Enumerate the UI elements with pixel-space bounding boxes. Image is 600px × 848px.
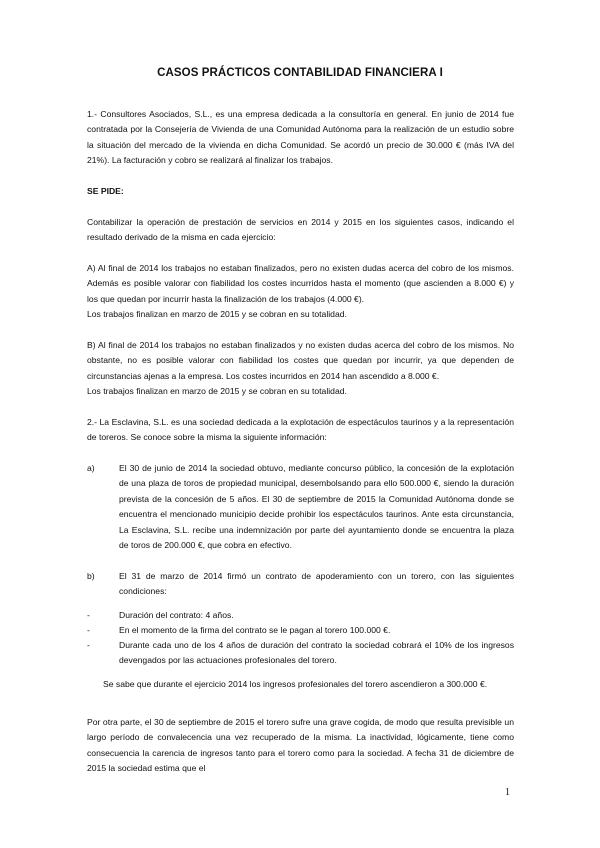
exercise-2-statement: 2.- La Esclavina, S.L. es una sociedad dedicada a la explotación de espectáculos taurinos y a la representación de toreros. Se conoce sobre la misma la siguiente información: [87,417,514,443]
exercise-1-instruction: Contabilizar la operación de prestación de servicios en 2014 y 2015 en los siguientes casos, indicando el resultado derivado de la misma en cada ejercicio: [87,217,514,243]
condition-text: En el momento de la firma del contrato se le pagan al torero 100.000 €. [119,625,391,635]
injury-paragraph: Por otra parte, el 30 de septiembre de 2015 el torero sufre una grave cogida, de modo que resulta previsible un largo período de convalecencia una vez recuperado de la misma. La inactividad, lógicamente, tiene como consecuencia la carencia de ingresos tanto para el torero como para la sociedad. A fecha 31 de diciembre de 2015 la sociedad estima que el [87,717,514,774]
case-a-end: Los trabajos finalizan en marzo de 2015 y se cobran en su totalidad. [87,309,347,320]
case-b-end: Los trabajos finalizan en marzo de 2015 y se cobran en su totalidad. [87,386,347,397]
dash-marker: - [87,640,90,650]
case-a: A) Al final de 2014 los trabajos no estaban finalizados, pero no existen dudas acerca del cobro de los mismos. Además es posible valorar con fiabilidad los costes incurridos hasta el momento (que ascienden a 8.000 €) y los que quedan por incurrir hasta la finalización de los trabajos (4.000 €). Los trabajos finalizan en marzo de 2015 y se cobran en su totalidad. [87,261,514,323]
se-pide-heading: SE PIDE: [87,186,124,196]
list-item-a [87,461,514,553]
condition-item [87,608,514,623]
list-marker: b) [87,571,95,581]
exercise-1-statement: 1.- Consultores Asociados, S.L., es una empresa dedicada a la consultoría en general. En junio de 2014 fue contratada por la Consejería de Vivienda de una Comunidad Autónoma para la realización de un estudio sobre la situación del mercado de la vivienda en dicha Comunidad. Se acordó un precio de 30.000 € (más IVA del 21%). La facturación y cobro se realizará al finalizar los trabajos. [87,109,514,166]
condition-text: Durante cada uno de los 4 años de duración del contrato la sociedad cobrará el 10% de los ingresos devengados por las actuaciones profesionales del torero. [119,640,514,666]
dash-marker: - [87,610,90,620]
condition-item [87,623,514,638]
list-item-text: El 31 de marzo de 2014 firmó un contrato de apoderamiento con un torero, con las siguientes condiciones: [119,571,514,597]
condition-text: Duración del contrato: 4 años. [119,610,234,620]
document-title: CASOS PRÁCTICOS CONTABILIDAD FINANCIERA I [157,67,443,79]
case-b: B) Al final de 2014 los trabajos no estaban finalizados y no existen dudas acerca del cobro de los mismos. No obstante, no es posible valorar con fiabilidad los costes que quedan por incurrir, ya que dependen de circunstancias ajenas a la empresa. Los costes incurridos en 2014 han ascendido a 8.000 €. Los trabajos finalizan en marzo de 2015 y se cobran en su totalidad. [87,338,514,400]
list-marker: a) [87,463,95,473]
torero-income-paragraph: Se sabe que durante el ejercicio 2014 los ingresos profesionales del torero ascendieron a 300.000 €. [103,679,488,689]
page-number: 1 [505,787,510,798]
dash-marker: - [87,625,90,635]
list-item-text: El 30 de junio de 2014 la sociedad obtuvo, mediante concurso público, la concesión de la explotación de una plaza de toros de propiedad municipal, desembolsando para ello 500.000 €, siendo la duración prevista de la concesión de 5 años. El 30 de septiembre de 2015 la Comunidad Autónoma donde se encuentra el mencionado municipio decide prohibir los espectáculos taurinos. Ante esta circunstancia, La Esclavina, S.L. recibe una indemnización por parte del ayuntamiento donde se encuentra la plaza de toros de 200.000 €, que cobra en efectivo. [119,463,514,551]
condition-item [87,638,514,669]
list-item-b [87,569,514,600]
